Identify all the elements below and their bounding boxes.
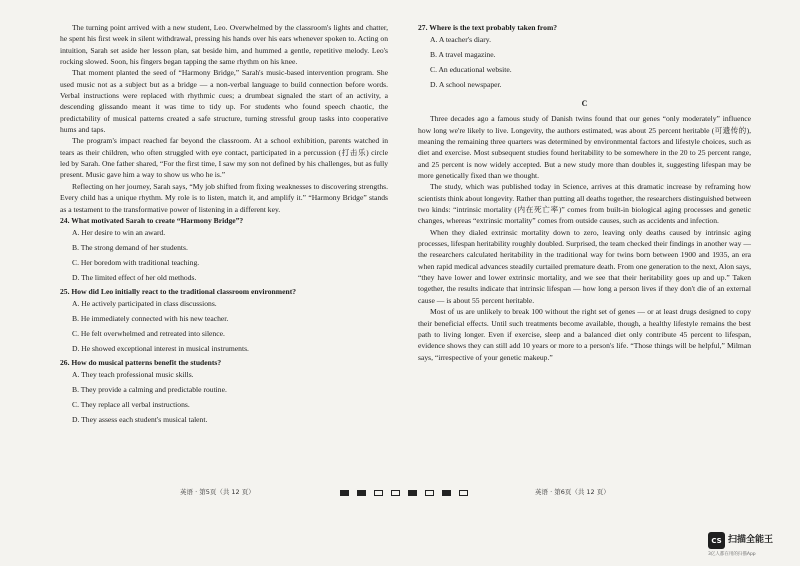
option-a: A. A teacher's diary. xyxy=(430,35,491,45)
option-b: B. A travel magazine. xyxy=(430,50,496,60)
page-separator-marks xyxy=(340,490,468,496)
question-27 xyxy=(418,22,751,93)
question-stem: 27. Where is the text probably taken from? xyxy=(418,23,558,32)
option-d: D. They assess each student's musical talent. xyxy=(72,414,208,424)
passage-paragraph: Three decades ago a famous study of Danish twins found that our genes “only moderately” influence how long we're likely to live. Longevity, the authors estimated, was about 25 percent heritable (可遗传的), meaning the remaining three quarters was determined by environmental factors and lifestyle choices, such as diet and exercise. Most subsequent studies found heritability to be somewhere in the 20 to 25 percent range, and 25 percent is now widely accepted. But a new study more than doubles it, suggesting lifespan may be more genetically fixed than we thought. xyxy=(418,114,751,181)
filled-mark xyxy=(442,490,451,496)
option-d: D. The limited effect of her old methods. xyxy=(72,272,197,282)
passage-paragraph: Most of us are unlikely to break 100 without the right set of genes — or at least drugs designed to copy their beneficial effects. Until such treatments become available, though, a healthy lifestyle remains the best path to living longer. Even if exercise, sleep and a balanced diet only contribute 45 percent to lifespan, evidence shows they can still add 10 years or more to a person's life. “Those things will be helpful,” Milman says, “irrespective of your genetic makeup.” xyxy=(418,307,751,362)
watermark-title: 扫描全能王 xyxy=(728,535,774,545)
filled-mark xyxy=(408,490,417,496)
option-c: C. Her boredom with traditional teaching. xyxy=(72,258,200,267)
question-25 xyxy=(60,286,388,357)
empty-mark xyxy=(391,490,400,496)
option-b: B. They provide a calming and predictable routine. xyxy=(72,385,227,395)
right-column xyxy=(418,22,751,363)
question-stem: 26. How do musical patterns benefit the students? xyxy=(60,357,222,367)
camscanner-logo-icon: CS xyxy=(708,532,725,549)
option-c: C. He felt overwhelmed and retreated into silence. xyxy=(72,328,225,338)
option-c: C. They replace all verbal instructions. xyxy=(72,399,190,409)
passage-paragraph: Reflecting on her journey, Sarah says, “My job shifted from fixing weaknesses to discovering strengths. Every child has a unique rhythm. My role is to listen, match it, and amplify it.” “Harmony Bridge” stands as a testament to the transformative power of listening in a different key. xyxy=(60,181,388,214)
page-footer-left: 英语 · 第5页（共 12 页） xyxy=(180,488,255,496)
question-26 xyxy=(60,357,388,428)
option-d: D. He showed exceptional interest in musical instruments. xyxy=(72,343,249,353)
option-b: B. He immediately connected with his new teacher. xyxy=(72,314,229,324)
option-b: B. The strong demand of her students. xyxy=(72,243,188,253)
filled-mark xyxy=(357,490,366,496)
option-d: D. A school newspaper. xyxy=(430,80,502,90)
scanner-watermark xyxy=(708,530,796,560)
option-a: A. They teach professional music skills. xyxy=(72,370,194,380)
passage-paragraph: When they dialed extrinsic mortality down to zero, leaving only deaths caused by intrinsic aging processes, lifespan heritability roughly doubled. Surprised, the team checked their findings in another way — the researchers calculated heritability in the traditional way for twins born between 1900 and 1935, an era when rapid medical advances steadily curtailed premature death. From one generation to the next, Alon says, “they have lower and lower extrinsic mortality, and we see that their heritability goes up and up.” Taken together, the results indicate that intrinsic lifespan — how long a person lives if they don't die of an external cause — is about 55 percent heritable. xyxy=(418,227,751,305)
passage-paragraph: The turning point arrived with a new student, Leo. Overwhelmed by the classroom's lights and chatter, he spent his first week in silent withdrawal, pressing his hands over his ears whenever spoken to. Acting on intuition, Sarah set aside her lesson plan, sat beside him, and hummed a gentle, repetitive melody. Leo's rocking slowed. Soon, his fingers began tapping the same rhythm on his knee. xyxy=(60,23,388,67)
option-a: A. He actively participated in class discussions. xyxy=(72,299,217,309)
empty-mark xyxy=(425,490,434,496)
filled-mark xyxy=(340,490,349,496)
question-24 xyxy=(60,215,388,286)
empty-mark xyxy=(459,490,468,496)
left-column xyxy=(60,22,388,428)
passage-paragraph: That moment planted the seed of “Harmony Bridge,” Sarah's music-based intervention program. She used music not as a subject but as a bridge — a non-verbal language to build connection before words. Verbal instructions were replaced with rhythmic cues; a drumbeat signaled the start of an activity, a descending glissando meant it was time to tidy up. For students who found speech chaotic, the predictability of musical patterns created a safe structure, turning stressful group tasks into cooperative hums and taps. xyxy=(60,68,388,135)
empty-mark xyxy=(374,490,383,496)
question-stem: 25. How did Leo initially react to the traditional classroom environment? xyxy=(60,286,297,296)
passage-paragraph: The program's impact reached far beyond the classroom. At a school exhibition, parents watched in tears as their children, who often struggled with eye contact, participated in a percussion (打击乐) circle led by Sarah. One father shared, “For the first time, I saw my son not defined by his challenges, but as fully present. Music gave him a way to show us who he is.” xyxy=(60,136,388,180)
option-a: A. Her desire to win an award. xyxy=(72,228,166,238)
question-stem: 24. What motivated Sarah to create “Harmony Bridge”? xyxy=(60,215,244,225)
watermark-subtitle: 3亿人都在用的扫描App xyxy=(708,552,756,557)
section-label: C xyxy=(581,98,588,108)
page-footer-right: 英语 · 第6页（共 12 页） xyxy=(535,488,610,496)
passage-paragraph: The study, which was published today in Science, arrives at this dramatic increase by reframing how scientists think about longevity. Rather than putting all deaths together, the researchers distinguished between two kinds: “intrinsic mortality (内在死亡率)” comes from built-in biological aging processes and genetic changes, whereas “extrinsic mortality” comes from outside causes, such as accidents and infection. xyxy=(418,182,751,226)
option-c: C. An educational website. xyxy=(430,65,512,75)
